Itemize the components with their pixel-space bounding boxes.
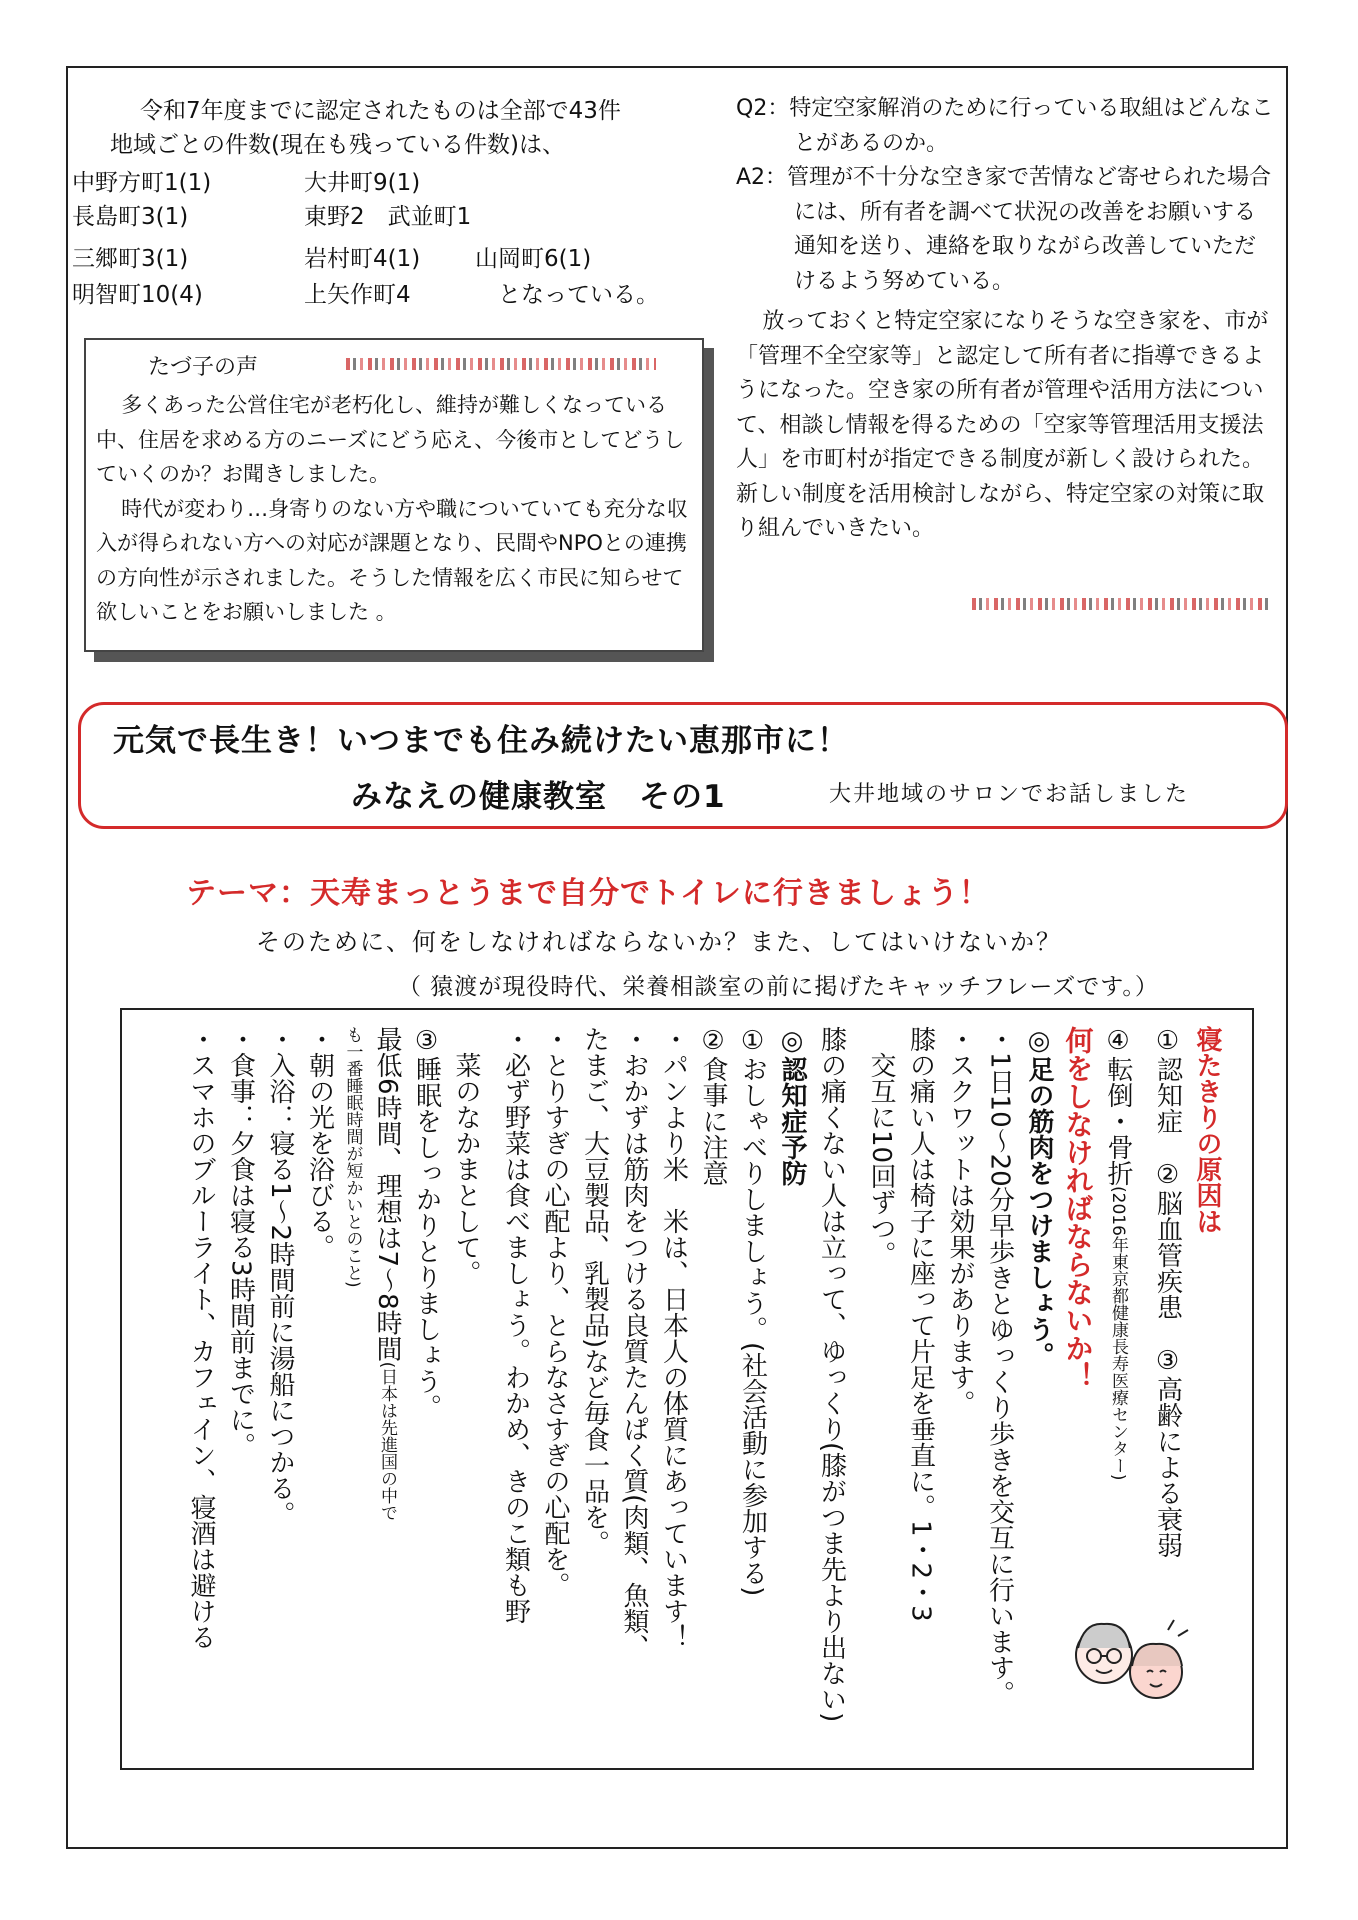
dementia-line: ①おしゃべりしましょう。(社会活動に参加する) <box>737 1026 768 1597</box>
tazuko-paragraph: 多くあった公営住宅が老朽化し、維持が難しくなっている中、住居を求める方のニーズにどう応え、今後市としてどうしていくのか？お聞きしました。 <box>96 393 685 486</box>
answer-2: A2：管理が不十分な空き家で苦情など寄せられた場合には、所有者を調べて状況の改善をお願いする通知を送り、連絡を取りながら改善していただけるよう努めている。 <box>736 165 1272 294</box>
causes-text: ④転倒・骨折 <box>1103 1026 1133 1186</box>
dementia-line: 菜のなかまとして。 <box>451 1026 481 1286</box>
muscle-line: ・スクワットは効果があります。 <box>945 1026 975 1416</box>
sleep-note: (日本は先進国の中で <box>377 1361 397 1522</box>
sleep-line: ・入浴：寝る1～2時間前に湯船につかる。 <box>265 1026 295 1528</box>
sleep-line: ・朝の光を浴びる。 <box>304 1026 335 1260</box>
dementia-heading: ◎認知症予防 <box>777 1026 807 1186</box>
muscle-line: ・1日10～20分早歩きとゆっくり歩きを交互に行います。 <box>984 1026 1015 1707</box>
dementia-line: ・パンより米 米は、日本人の体質にあっています！ <box>658 1026 689 1650</box>
decorative-border <box>972 598 1272 610</box>
sleep-note-cont: も一番睡眠時間が短かいとのこと) <box>342 1026 363 1288</box>
health-class-banner <box>78 702 1288 829</box>
what-heading: 何をしなければならないか！ <box>1061 1026 1095 1390</box>
region-cell: となっている。 <box>475 282 659 308</box>
sleep-line: ・食事：夕食は寝る3時間前までに。 <box>225 1026 256 1459</box>
banner-title: みなえの健康教室 その1 <box>351 779 726 815</box>
elderly-couple-illustration <box>1064 1610 1194 1710</box>
sleep-line: ③睡眠をしっかりとりましょう。 <box>411 1026 442 1420</box>
dementia-line: ・とりすぎの心配より、とらなさすぎの心配を。 <box>540 1026 570 1598</box>
dementia-line: ・必ず野菜は食べましょう。わかめ、きのこ類も野 <box>500 1026 531 1624</box>
sleep-line: ・スマホのブルーライト、カフェイン、寝酒は避ける <box>186 1026 216 1650</box>
causes-heading: 寝たきりの原因は <box>1192 1026 1222 1234</box>
banner-subtitle: 大井地域のサロンでお話しました <box>829 782 1190 807</box>
causes-note: (2016年東京都健康長寿医療センター) <box>1108 1186 1128 1481</box>
banner-headline: 元気で長生き！いつまでも住み続けたい恵那市に！ <box>113 723 849 759</box>
dementia-line: たまご、大豆製品、乳製品)など毎食一品を。 <box>579 1026 610 1557</box>
muscle-line: 膝の痛い人は椅子に座って片足を垂直に。1・2・3 <box>905 1026 936 1622</box>
intro-line1: 令和7年度までに認定されたものは全部で43件 <box>140 98 621 124</box>
tazuko-paragraph: 時代が変わり…身寄りのない方や職についていても充分な収入が得られない方への対応が課題となり、民間やNPOとの連携の方向性が示されました。そうした情報を広く市民に知らせて欲しいことをお願いしました 。 <box>96 496 688 624</box>
region-cell: 明智町10(4) <box>72 282 203 308</box>
tazuko-body <box>96 388 690 630</box>
region-cell: 長島町3(1) <box>72 204 189 230</box>
question-2: Q2：特定空家解消のために行っている取組はどんなことがあるのか。 <box>736 96 1274 156</box>
decorative-border <box>346 358 656 370</box>
sleep-line <box>367 1026 407 1756</box>
sleep-text: 最低6時間、理想は7～8時間 <box>372 1026 402 1362</box>
intro-line2: 地域ごとの件数(現在も残っている件数)は、 <box>110 132 565 158</box>
muscle-line: 膝の痛くない人は立って、ゆっくり(膝がつま先より出ない) <box>816 1026 847 1723</box>
region-cell: 東野2 武並町1 <box>304 204 472 230</box>
region-cell: 中野方町1(1) <box>72 170 212 196</box>
health-content-box <box>120 1008 1254 1770</box>
region-cell: 山岡町6(1) <box>475 246 592 272</box>
region-cell: 上矢作町4 <box>304 282 411 308</box>
muscle-heading: ◎足の筋肉をつけましょう。 <box>1024 1026 1054 1368</box>
tazuko-voice-box <box>84 338 704 652</box>
theme-question: そのために、何をしなければならないか？また、してはいけないか？ <box>256 928 1062 956</box>
muscle-line: 交互に10回ずつ。 <box>866 1026 896 1268</box>
theme-note: （ 猿渡が現役時代、栄養相談室の前に掲げたキャッチフレーズです。） <box>398 974 1159 1000</box>
qa-paragraph: 放っておくと特定空家になりそうな空き家を、市が「管理不全空家等」と認定して所有者に指導できるようになった。空き家の所有者が管理や活用方法について、相談し情報を得るための「空家等管理活用支援法人」を市町村が指定できる制度が新しく設けられた。新しい制度を活用検討しながら、特定空家の対策に取り組んでいきたい。 <box>736 309 1269 541</box>
intro-block <box>110 94 621 162</box>
dementia-line: ・おかずは筋肉をつける良質たんぱく質(肉類、魚類、 <box>619 1026 649 1661</box>
region-cell: 岩村町4(1) <box>304 246 421 272</box>
theme-title: テーマ：天寿まっとうまで自分でトイレに行きましょう！ <box>186 876 990 911</box>
region-cell: 三郷町3(1) <box>72 246 189 272</box>
tazuko-title: たづ子の声 <box>148 355 259 380</box>
dementia-line: ②食事に注意 <box>698 1026 728 1186</box>
causes-line: ①認知症 ②脳血管疾患 ③高齢による衰弱 <box>1152 1026 1183 1558</box>
region-cell: 大井町9(1) <box>304 170 421 196</box>
qa-block <box>736 92 1276 547</box>
